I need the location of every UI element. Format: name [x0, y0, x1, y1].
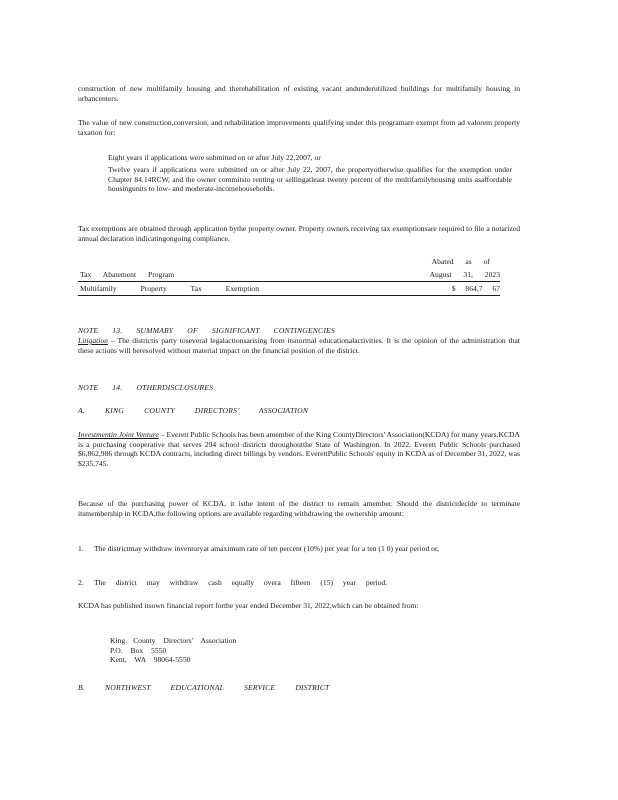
- litigation-text: – The districtis party toseveral legalactionsarising from itsnormal educationalactivities. It is the opinion of the administration that these actions will beresolved without material impact on the financial position of the district.: [78, 336, 520, 355]
- option-number: 2.: [78, 578, 84, 587]
- table-header-row-1: [78, 257, 500, 267]
- paragraph-construction: construction of new multifamily housing and therehabilitation of existing vacant andunderutilized buildings for multifamily housing in urbancenters.: [78, 84, 520, 103]
- paragraph-value: The value of new construction,conversion, and rehabilitation improvements qualifying under this programare exempt from ad valorem property taxation for:: [78, 118, 520, 137]
- paragraph-because: Because of the purchasing power of KCDA, it isthe intent of the district to remain amember. Should the districtdecide to terminate itsmembership in KCDA,the following options are available regarding withdrawing the ownership amount:: [78, 499, 520, 518]
- litigation-label: Litigation: [78, 336, 108, 345]
- header-date: August 31, 2023: [429, 270, 500, 279]
- bullet-item: [90, 153, 512, 163]
- investment-label: Investmentin Joint Venture: [78, 430, 159, 439]
- note-13-title: NOTE 13. SUMMARY OF SIGNIFICANT CONTINGENCIES: [78, 326, 335, 335]
- table-bottom-rule: [78, 295, 500, 296]
- table-header-row-2: [78, 270, 500, 280]
- address-line: Kent, WA 98064-5550: [110, 655, 191, 665]
- paragraph-litigation: [78, 336, 520, 355]
- row-amount: $ 864,7 67: [451, 284, 500, 293]
- tax-abatement-table: [78, 257, 500, 297]
- bullet-text: Twelve years if applications were submitted on or after July 22, 2007, the propertyotherwise qualifies for the exemption under Chapter 84.14RCW, and the owner commitsto renting or sellingatleast twenty percent of the multifamilyhousing units asaffordable housingunits to low- and moderate-incomehouseholds.: [108, 165, 512, 194]
- option-item: [78, 578, 530, 588]
- bullet-item: [90, 165, 512, 194]
- kcda-address: [110, 636, 310, 665]
- bullet-text: Eight years if applications were submitted on or after July 22,2007, or: [108, 153, 321, 162]
- header-program: Tax Abatement Program: [80, 270, 175, 279]
- option-text: The districtmay withdraw inventoryat amaximum rate of ten percent (10%) per year for a ten (1 0) year period or,: [94, 544, 440, 553]
- paragraph-report: KCDA has published itsown financial report forthe year ended December 31, 2022,which can be obtained from:: [78, 601, 419, 610]
- table-header-rule: [78, 281, 500, 282]
- paragraph-investment: [78, 430, 520, 468]
- option-number: 1.: [78, 544, 84, 553]
- header-abated: Abated as of: [431, 257, 490, 266]
- row-program: Multifamily Property Tax Exemption: [80, 284, 260, 293]
- section-a-title: A. KING COUNTY DIRECTORS’ ASSOCIATION: [78, 406, 309, 415]
- section-b-title: B. NORTHWEST EDUCATIONAL SERVICE DISTRICT: [78, 683, 330, 692]
- address-line: P.O. Box 5550: [110, 645, 167, 655]
- investment-text: – Everett Public Schools has been amember of the King CountyDirectors' Association(KCDA) for many years.KCDA is a purchasing cooperative that serves 294 school districts throughoutthe State of Washington. In 2022, Everett Public Schools purchased $6,862,986 through KCDA contracts, including direct billings by vendors. EverettPublic Schools' equity in KCDA as of December 31, 2022, was $235,745.: [78, 430, 520, 468]
- note-14-title: NOTE 14. OTHERDISCLOSURES: [78, 383, 214, 392]
- address-line: King County Directors' Association: [110, 636, 237, 645]
- option-text: The district may withdraw cash equally overa fifteen (15) year period.: [94, 578, 388, 587]
- table-row: [78, 284, 500, 294]
- paragraph-tax-exemptions: Tax exemptions are obtained through application bythe property owner. Property owners receiving tax exemptionsare required to file a notarized annual declaration indicatingongoing compliance.: [78, 224, 520, 243]
- option-item: [78, 544, 530, 554]
